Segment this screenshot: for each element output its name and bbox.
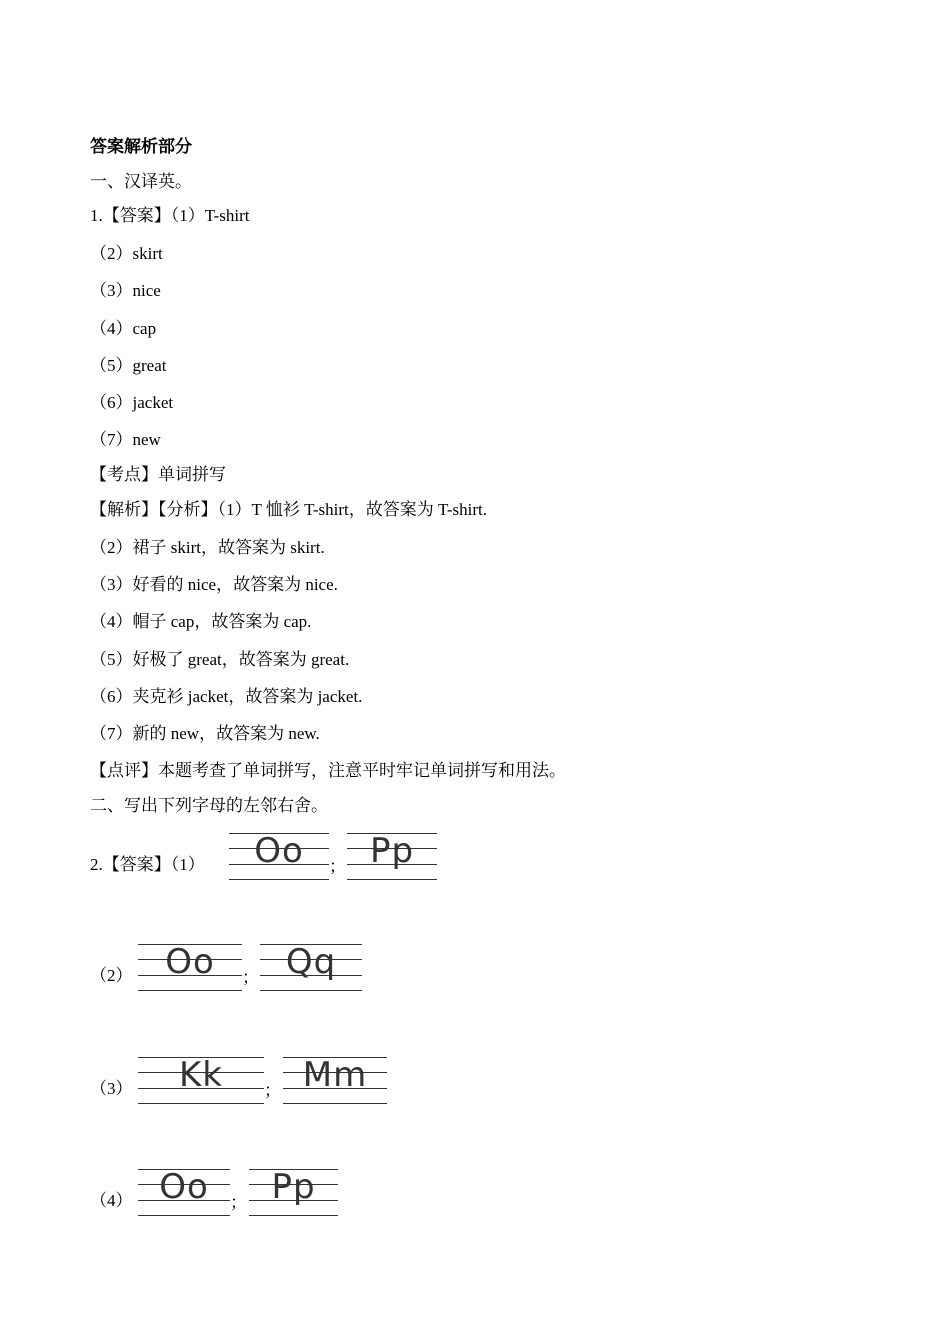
letter-answer-row xyxy=(90,1055,410,1115)
item-label: （4） xyxy=(90,1191,133,1210)
letter-pair: Oo xyxy=(165,942,215,982)
analysis-line: （5）好极了 great，故答案为 great. xyxy=(90,650,350,669)
separator: ； xyxy=(264,1081,281,1100)
answer-line: 1.【答案】（1）T-shirt xyxy=(90,206,250,225)
answer-item: （4）cap xyxy=(90,319,157,338)
letter-answer-row xyxy=(90,942,390,1002)
section1-title: 一、汉译英。 xyxy=(90,172,192,191)
item-label: 2.【答案】（1） xyxy=(90,855,205,874)
letter-pair: Qq xyxy=(285,942,337,982)
handwriting-lines-left xyxy=(138,1055,264,1105)
handwriting-lines-left xyxy=(229,831,329,881)
letter-pair: Oo xyxy=(254,831,304,871)
handwriting-lines-right xyxy=(249,1167,338,1217)
letter-pair: Pp xyxy=(271,1167,316,1207)
section2-title: 二、写出下列字母的左邻右舍。 xyxy=(90,796,328,815)
analysis-line: （4）帽子 cap，故答案为 cap. xyxy=(90,612,312,631)
letter-pair: Pp xyxy=(369,831,415,871)
analysis-line: （2）裙子 skirt，故答案为 skirt. xyxy=(90,538,325,557)
answer-item: （7）new xyxy=(90,430,161,449)
answer-item: （5）great xyxy=(90,356,167,375)
letter-pair: Kk xyxy=(179,1055,223,1095)
page-heading: 答案解析部分 xyxy=(90,137,192,156)
letter-pair: Mm xyxy=(302,1055,368,1095)
kaodian-line: 【考点】单词拼写 xyxy=(90,465,226,484)
analysis-line: （3）好看的 nice，故答案为 nice. xyxy=(90,575,338,594)
letter-answer-row xyxy=(90,831,450,891)
comment-line: 【点评】本题考查了单词拼写，注意平时牢记单词拼写和用法。 xyxy=(90,761,566,780)
analysis-line: 【解析】【分析】（1）T 恤衫 T-shirt，故答案为 T-shirt. xyxy=(90,500,487,519)
handwriting-lines-right xyxy=(347,831,437,881)
handwriting-lines-left xyxy=(138,1167,230,1217)
answer-item: （3）nice xyxy=(90,281,161,300)
analysis-line: （7）新的 new，故答案为 new. xyxy=(90,724,320,743)
handwriting-lines-right xyxy=(260,942,362,992)
letter-pair: Oo xyxy=(159,1167,209,1207)
separator: ； xyxy=(329,857,346,876)
answer-item: （2）skirt xyxy=(90,244,163,263)
item-label: （2） xyxy=(90,966,133,985)
item-label: （3） xyxy=(90,1079,133,1098)
analysis-line: （6）夹克衫 jacket，故答案为 jacket. xyxy=(90,687,363,706)
separator: ； xyxy=(242,968,259,987)
handwriting-lines-left xyxy=(138,942,242,992)
answer-item: （6）jacket xyxy=(90,393,174,412)
handwriting-lines-right xyxy=(283,1055,387,1105)
letter-answer-row xyxy=(90,1167,350,1227)
separator: ； xyxy=(230,1193,247,1212)
